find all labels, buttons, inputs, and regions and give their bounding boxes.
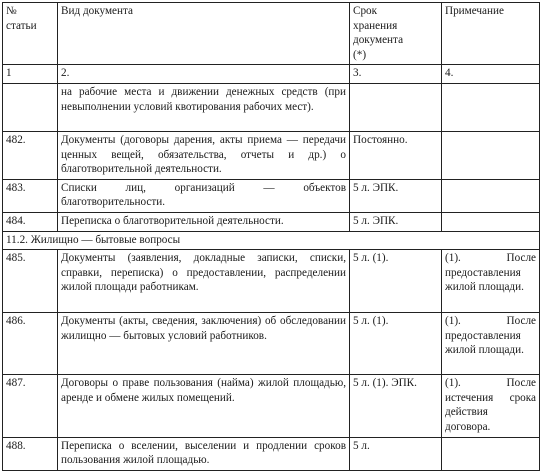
table-row [3, 179, 540, 212]
index-cell-2: 2. [58, 65, 350, 84]
row-document-kind: Договоры о праве пользования (найма) жилой площадью, аренде и обмене жилых помещений. [58, 375, 350, 437]
table-row [3, 83, 540, 131]
table-row [3, 313, 540, 375]
section-title: 11.2. Жилищно — бытовые вопросы [3, 231, 540, 250]
row-document-kind: Документы (акты, сведения, заключения) об обследовании жилищно — бытовых условий работников. [58, 313, 350, 375]
retention-table [2, 2, 540, 471]
row-number: 487. [3, 375, 58, 437]
header-row [3, 3, 540, 65]
row-note [442, 131, 540, 179]
header-retention-term: Срок хранения документа (*) [350, 3, 442, 65]
row-note [442, 83, 540, 131]
row-retention-term: 5 л. (1). [350, 313, 442, 375]
header-article-number: № статьи [3, 3, 58, 65]
index-cell-3: 3. [350, 65, 442, 84]
row-number [3, 83, 58, 131]
row-retention-term: 5 л. ЭПК. [350, 179, 442, 212]
header-note: Примечание [442, 3, 540, 65]
row-document-kind: Переписка о вселении, выселении и продлении сроков пользования жилой площадью. [58, 437, 350, 470]
row-number: 485. [3, 250, 58, 313]
row-note [442, 212, 540, 231]
row-retention-term: 5 л. (1). ЭПК. [350, 375, 442, 437]
row-document-kind: Документы (заявления, докладные записки, списки, справки, переписка) о предоставлении, распределении жилой площади работникам. [58, 250, 350, 313]
row-document-kind: Документы (договоры дарения, акты приема — передачи ценных вещей, обязательства, отчеты и др.) о благотворительной деятельности. [58, 131, 350, 179]
row-number: 486. [3, 313, 58, 375]
table-row [3, 212, 540, 231]
index-cell-1: 1 [3, 65, 58, 84]
table-row [3, 375, 540, 437]
row-note: (1). После истечения срока действия договора. [442, 375, 540, 437]
section-row [3, 231, 540, 250]
table-row [3, 250, 540, 313]
row-note [442, 179, 540, 212]
row-document-kind: Списки лиц, организаций — объектов благотворительности. [58, 179, 350, 212]
row-number: 488. [3, 437, 58, 470]
table-row [3, 437, 540, 470]
row-document-kind: Переписка о благотворительной деятельности. [58, 212, 350, 231]
row-number: 482. [3, 131, 58, 179]
row-retention-term: 5 л. [350, 437, 442, 470]
row-note: (1). После предоставления жилой площади. [442, 313, 540, 375]
row-number: 484. [3, 212, 58, 231]
row-retention-term: 5 л. ЭПК. [350, 212, 442, 231]
header-document-kind: Вид документа [58, 3, 350, 65]
row-note [442, 437, 540, 470]
row-retention-term: Постоянно. [350, 131, 442, 179]
column-index-row [3, 65, 540, 84]
table-row [3, 131, 540, 179]
index-cell-4: 4. [442, 65, 540, 84]
row-document-kind: на рабочие места и движении денежных средств (при невыполнении условий квотирования рабочих мест). [58, 83, 350, 131]
row-note: (1). После предоставления жилой площади. [442, 250, 540, 313]
row-retention-term: 5 л. (1). [350, 250, 442, 313]
row-retention-term [350, 83, 442, 131]
row-number: 483. [3, 179, 58, 212]
